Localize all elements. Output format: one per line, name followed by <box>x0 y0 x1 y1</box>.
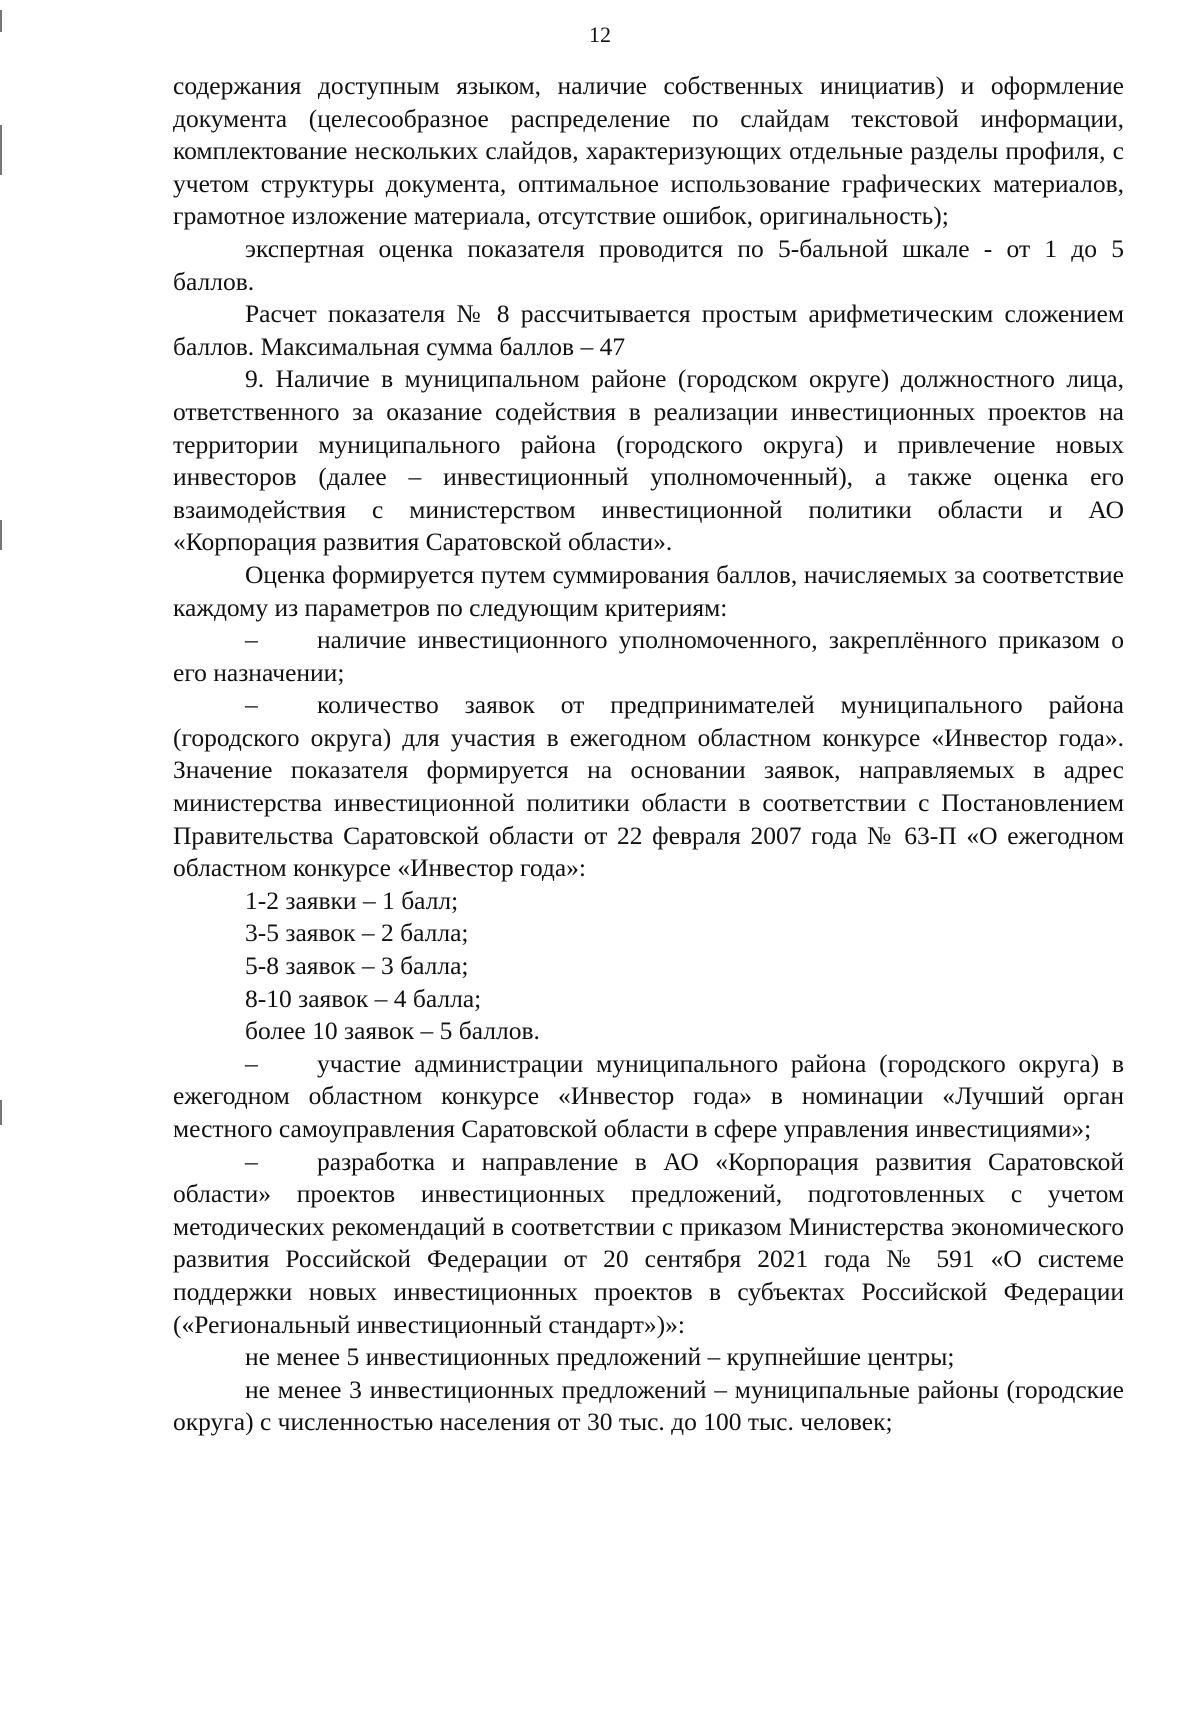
list-item-investment-proposals <box>173 1146 1124 1342</box>
score-line: 1-2 заявки – 1 балл; <box>245 885 459 915</box>
paragraph-large-centers: не менее 5 инвестиционных предложений – крупнейшие центры; <box>245 1342 955 1372</box>
scan-edge-mark <box>0 1100 2 1125</box>
score-line: 3-5 заявок – 2 балла; <box>245 918 469 948</box>
score-line: 8-10 заявок – 4 балла; <box>245 983 482 1013</box>
paragraph-indicator-9: 9. Наличие в муниципальном районе (городском округе) должностного лица, ответственного за оказание содействия в реализации инвестиционных проектов на территории муниципального района (городского округа) и привлечение новых инвесторов (далее – инвестиционный уполномоченный), а также оценка его взаимодействия с министерством инвестиционной политики области и АО «Корпорация развития Саратовской области». <box>173 364 1124 557</box>
list-dash: – <box>245 625 258 655</box>
list-item-contest-participation <box>173 1048 1124 1146</box>
list-item-text: участие администрации муниципального района (городского округа) в ежегодном областном конкурсе «Инвестор года» в номинации «Лучший орган местного самоуправления Саратовской области в сфере управления инвестициями»; <box>173 1048 1124 1143</box>
document-body <box>173 70 1124 1439</box>
list-dash: – <box>245 1048 258 1078</box>
list-item-text: количество заявок от предпринимателей муниципального района (городского округа) для участия в ежегодном областном конкурсе «Инвестор года». Значение показателя формируется на основании заявок, направляемых в адрес министерства инвестиционной политики области в соответствии с Постановлением Правительства Саратовской области от 22 февраля 2007 года № 63-П «О ежегодном областном конкурсе «Инвестор года»: <box>173 690 1124 883</box>
scan-edge-mark <box>0 125 2 175</box>
paragraph-assessment-criteria: Оценка формируется путем суммирования баллов, начисляемых за соответствие каждому из параметров по следующим критериям: <box>173 559 1124 622</box>
list-dash: – <box>245 690 258 720</box>
list-item-commissioner <box>173 624 1124 689</box>
list-item-text: наличие инвестиционного уполномоченного, закреплённого приказом о его назначении; <box>173 625 1124 687</box>
paragraph-continuation: содержания доступным языком, наличие собственных инициатив) и оформление документа (целесообразное распределение по слайдам текстовой информации, комплектование нескольких слайдов, характеризующих отдельные разделы профиля, с учетом структуры документа, оптимальное использование графических материалов, грамотное изложение материала, отсутствие ошибок, оригинальность); <box>173 71 1124 231</box>
list-dash: – <box>245 1146 258 1176</box>
list-item-applications <box>173 689 1124 885</box>
score-line: более 10 заявок – 5 баллов. <box>245 1016 540 1046</box>
list-item-text: разработка и направление в АО «Корпорация развития Саратовской области» проектов инвестиционных предложений, подготовленных с учетом методических рекомендаций в соответствии с приказом Министерства экономического развития Российской Федерации от 20 сентября 2021 года № 591 «О системе поддержки новых инвестиционных проектов в субъектах Российской Федерации («Региональный инвестиционный стандарт»)»: <box>173 1146 1124 1339</box>
score-line: 5-8 заявок – 3 балла; <box>245 951 469 981</box>
paragraph-expert-assessment: экспертная оценка показателя проводится по 5-бальной шкале - от 1 до 5 баллов. <box>173 233 1124 296</box>
scan-edge-mark <box>0 520 2 550</box>
page-number: 12 <box>589 22 611 47</box>
paragraph-calculation: Расчет показателя № 8 рассчитывается простым арифметическим сложением баллов. Максимальная сумма баллов – 47 <box>173 299 1124 361</box>
paragraph-medium-districts: не менее 3 инвестиционных предложений – муниципальные районы (городские округа) с численностью населения от 30 тыс. до 100 тыс. человек; <box>173 1374 1124 1437</box>
